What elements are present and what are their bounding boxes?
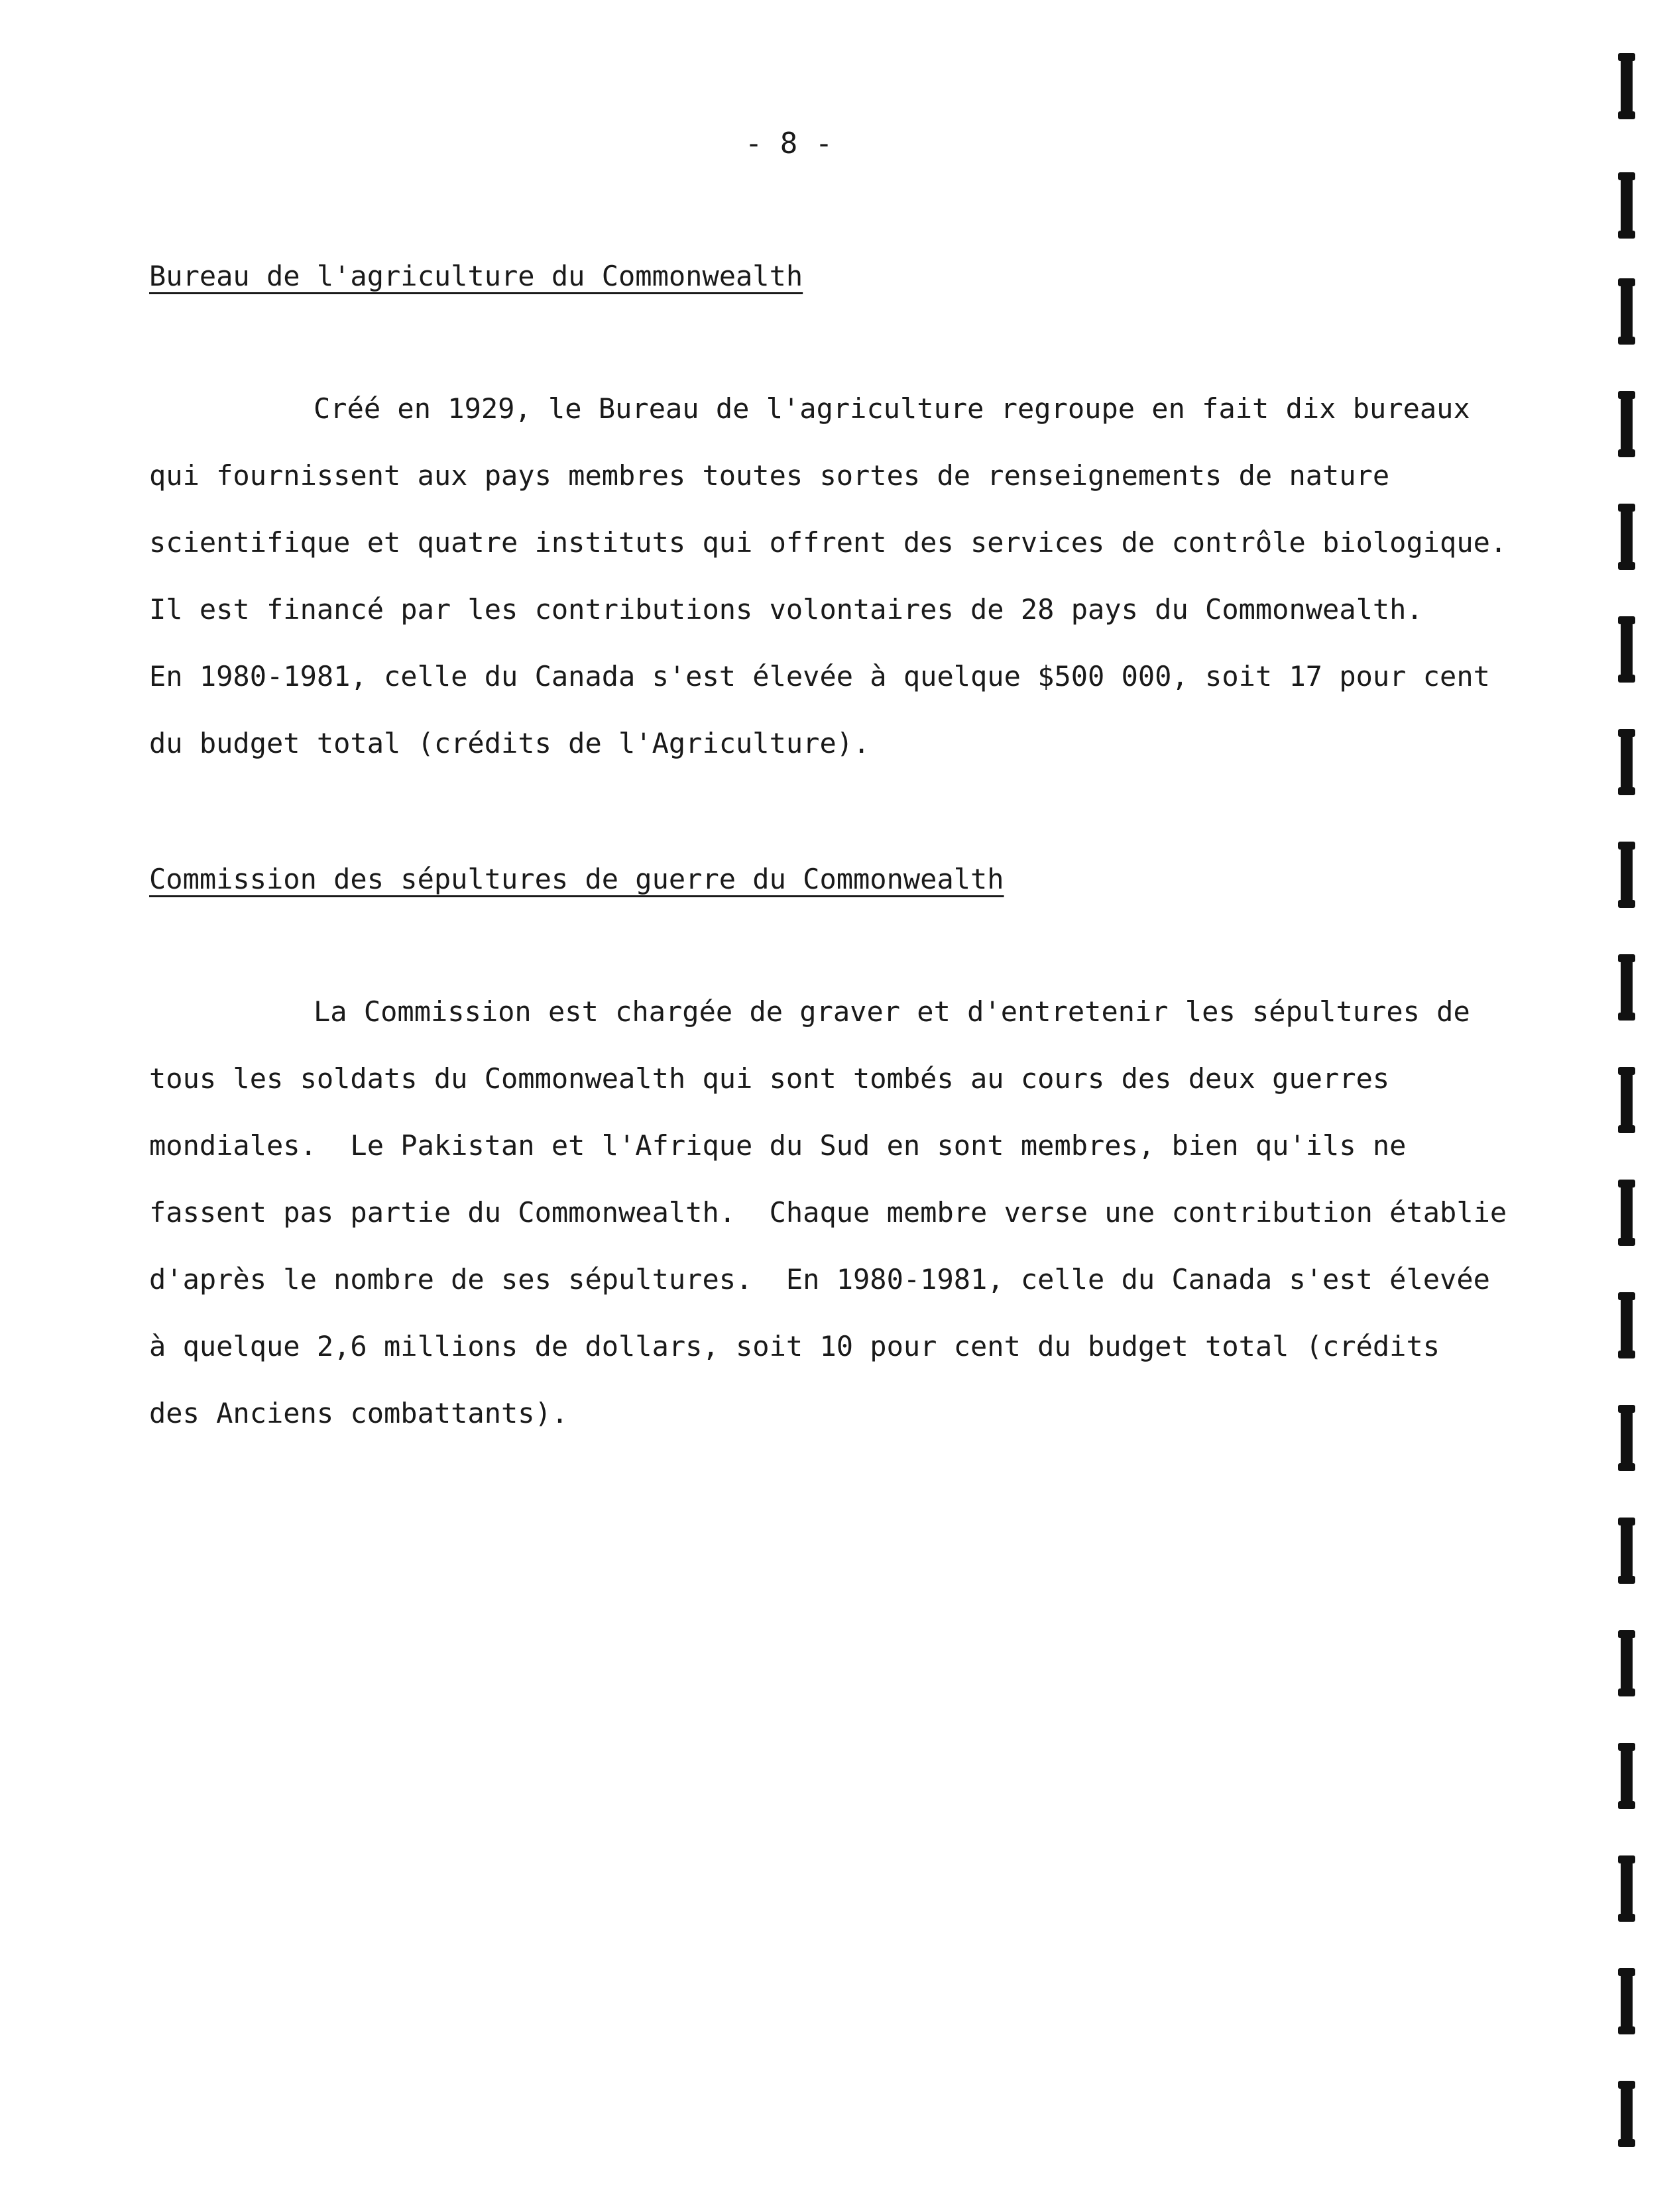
binding-mark	[1621, 1630, 1633, 1696]
paragraph-line: tous les soldats du Commonwealth qui sont tombés au cours des deux guerres	[149, 1062, 1390, 1095]
paragraph-line: du budget total (crédits de l'Agriculture).	[149, 727, 870, 759]
paragraph-line: qui fournissent aux pays membres toutes sortes de renseignements de nature	[149, 459, 1390, 492]
paragraph-line: scientifique et quatre instituts qui offrent des services de contrôle biologique.	[149, 526, 1507, 559]
binding-mark	[1621, 1067, 1633, 1133]
binding-mark	[1621, 616, 1633, 683]
paragraph-line: fassent pas partie du Commonwealth. Chaque membre verse une contribution établie	[149, 1196, 1507, 1229]
page-number: - 8 -	[744, 127, 833, 160]
binding-mark	[1621, 504, 1633, 570]
section-heading: Bureau de l'agriculture du Commonwealth	[149, 260, 803, 292]
binding-mark	[1621, 172, 1633, 239]
paragraph	[149, 994, 1507, 1463]
paragraph-line: En 1980-1981, celle du Canada s'est élevée à quelque $500 000, soit 17 pour cent	[149, 660, 1490, 692]
binding-mark	[1621, 1968, 1633, 2034]
paragraph-line: des Anciens combattants).	[149, 1397, 569, 1429]
paragraph-line: Créé en 1929, le Bureau de l'agriculture regroupe en fait dix bureaux	[314, 392, 1470, 425]
paragraph-line: mondiales. Le Pakistan et l'Afrique du Sud en sont membres, bien qu'ils ne	[149, 1129, 1407, 1162]
binding-mark	[1621, 391, 1633, 457]
binding-mark	[1621, 278, 1633, 345]
binding-mark	[1621, 1292, 1633, 1358]
binding-mark	[1621, 1743, 1633, 1809]
paragraph-line: Il est financé par les contributions volontaires de 28 pays du Commonwealth.	[149, 593, 1423, 626]
binding-mark	[1621, 1518, 1633, 1584]
paragraph-line: d'après le nombre de ses sépultures. En 1980-1981, celle du Canada s'est élevée	[149, 1263, 1490, 1296]
binding-mark	[1621, 1180, 1633, 1246]
section-heading: Commission des sépultures de guerre du Commonwealth	[149, 863, 1004, 895]
binding-mark	[1621, 842, 1633, 908]
binding-marks	[1614, 0, 1647, 2212]
binding-mark	[1621, 1405, 1633, 1471]
paragraph-line: à quelque 2,6 millions de dollars, soit 10 pour cent du budget total (crédits	[149, 1330, 1440, 1362]
paragraph-line: La Commission est chargée de graver et d'entretenir les sépultures de	[314, 995, 1470, 1028]
binding-mark	[1621, 53, 1633, 119]
binding-mark	[1621, 2081, 1633, 2147]
paragraph	[149, 391, 1507, 793]
binding-mark	[1621, 1855, 1633, 1922]
binding-mark	[1621, 954, 1633, 1021]
binding-mark	[1621, 729, 1633, 795]
